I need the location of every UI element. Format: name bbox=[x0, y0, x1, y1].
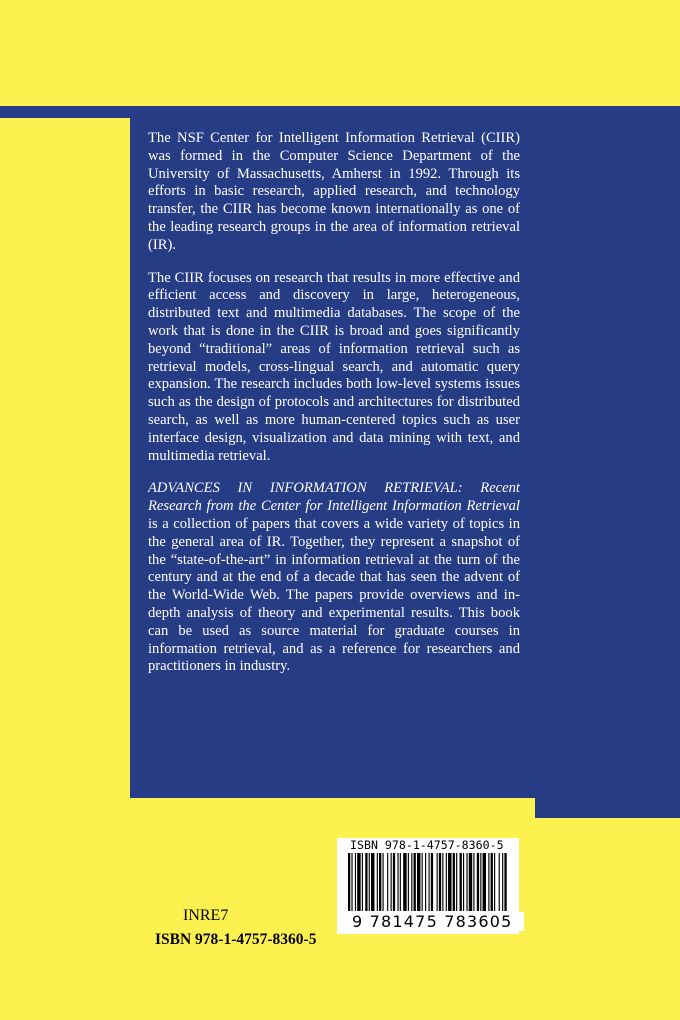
barcode-bar bbox=[408, 853, 409, 911]
right-navy-strip bbox=[535, 106, 680, 818]
blurb-paragraph-1: The NSF Center for Intelligent Information Retrieval (CIIR) was formed in the Computer Science Department of the University of Massachusetts, Amherst in 1992. Through its efforts in basic research, applied research, and technology transfer, the CIIR has become known internationally as one of the leading research groups in the area of information retrieval (IR). bbox=[148, 130, 520, 253]
barcode-bar bbox=[357, 853, 360, 911]
barcode-bar bbox=[383, 853, 384, 911]
barcode-bar bbox=[480, 853, 481, 911]
barcode-bar bbox=[442, 853, 443, 911]
barcode-bar bbox=[469, 853, 472, 911]
barcode-bar bbox=[448, 853, 451, 911]
barcode-bar bbox=[494, 853, 495, 911]
barcode-bar bbox=[377, 853, 378, 911]
blurb-paragraph-2: The CIIR focuses on research that results in more effective and efficient access and discovery in large, heterogeneous, distributed text and multimedia databases. The scope of the work that is done in the CIIR is broad and goes significantly beyond “traditional” areas of information retrieval such as retrieval models, cross-lingual search, and automatic query expansion. The research includes both low-level systems issues such as the design of protocols and architectures for distributed search, as well as more human-centered topics such as user interface design, visualization and data mining with text, and multimedia retrieval. bbox=[148, 269, 520, 464]
barcode-bar bbox=[371, 853, 374, 911]
barcode-bar bbox=[393, 853, 395, 911]
barcode-bar bbox=[365, 853, 367, 911]
barcode-bar bbox=[425, 853, 426, 911]
barcode-bar bbox=[446, 853, 447, 911]
barcode-bar bbox=[362, 853, 363, 911]
book-title: ADVANCES IN INFORMATION RETRIEVAL: Recent Research from the Center for Intelligent Information Retrieval bbox=[148, 480, 520, 515]
barcode-bar bbox=[348, 853, 350, 911]
blurb-paragraph-3 bbox=[148, 480, 520, 676]
back-cover-blurb bbox=[148, 130, 520, 691]
barcode-bars bbox=[342, 853, 514, 921]
barcode-bar bbox=[483, 853, 486, 911]
barcode-bar bbox=[502, 853, 503, 911]
barcode-digits: 9 781475 783605 bbox=[350, 912, 524, 931]
barcode-bar bbox=[473, 853, 474, 911]
barcode-bar bbox=[355, 853, 356, 911]
barcode-bar bbox=[463, 853, 464, 911]
barcode-bar bbox=[387, 853, 388, 911]
barcode-bar bbox=[491, 853, 493, 911]
barcode-bar bbox=[351, 853, 352, 911]
barcode-bar bbox=[411, 853, 412, 911]
product-code: INRE7 bbox=[183, 907, 229, 924]
barcode-bar bbox=[466, 853, 467, 911]
barcode-bar bbox=[499, 853, 500, 911]
barcode-bar bbox=[414, 853, 416, 911]
barcode-bar bbox=[504, 853, 506, 911]
barcode-bar bbox=[422, 853, 423, 911]
barcode-bar bbox=[456, 853, 457, 911]
barcode-bar bbox=[488, 853, 489, 911]
barcode-bar bbox=[477, 853, 479, 911]
barcode-bar bbox=[429, 853, 430, 911]
barcode-bar bbox=[460, 853, 462, 911]
isbn-bottom: ISBN 978-1-4757-8360-5 bbox=[155, 931, 317, 948]
barcode-bar bbox=[391, 853, 392, 911]
barcode-bar bbox=[431, 853, 433, 911]
barcode-bar bbox=[369, 853, 370, 911]
barcode-bar bbox=[417, 853, 420, 911]
barcode-bar bbox=[403, 853, 406, 911]
barcode-isbn-label: ISBN 978-1-4757-8360-5 bbox=[350, 838, 504, 852]
barcode-bar bbox=[400, 853, 401, 911]
barcode-bar bbox=[397, 853, 398, 911]
barcode-bar bbox=[437, 853, 438, 911]
blurb-paragraph-3-body: is a collection of papers that covers a wide variety of topics in the general area of IR. Together, they represent a snapshot of the “state-of-the-art” in information retrieval at the turn of the century and at the end of a decade that has seen the advent of the World-Wide Web. The papers provide overviews and in-depth analysis of theory and experimental results. This book can be used as source material for graduate courses in information retrieval, and as a reference for researchers and practitioners in industry. bbox=[148, 515, 520, 675]
barcode-bar bbox=[379, 853, 381, 911]
barcode-bar bbox=[439, 853, 441, 911]
barcode-bar bbox=[453, 853, 455, 911]
